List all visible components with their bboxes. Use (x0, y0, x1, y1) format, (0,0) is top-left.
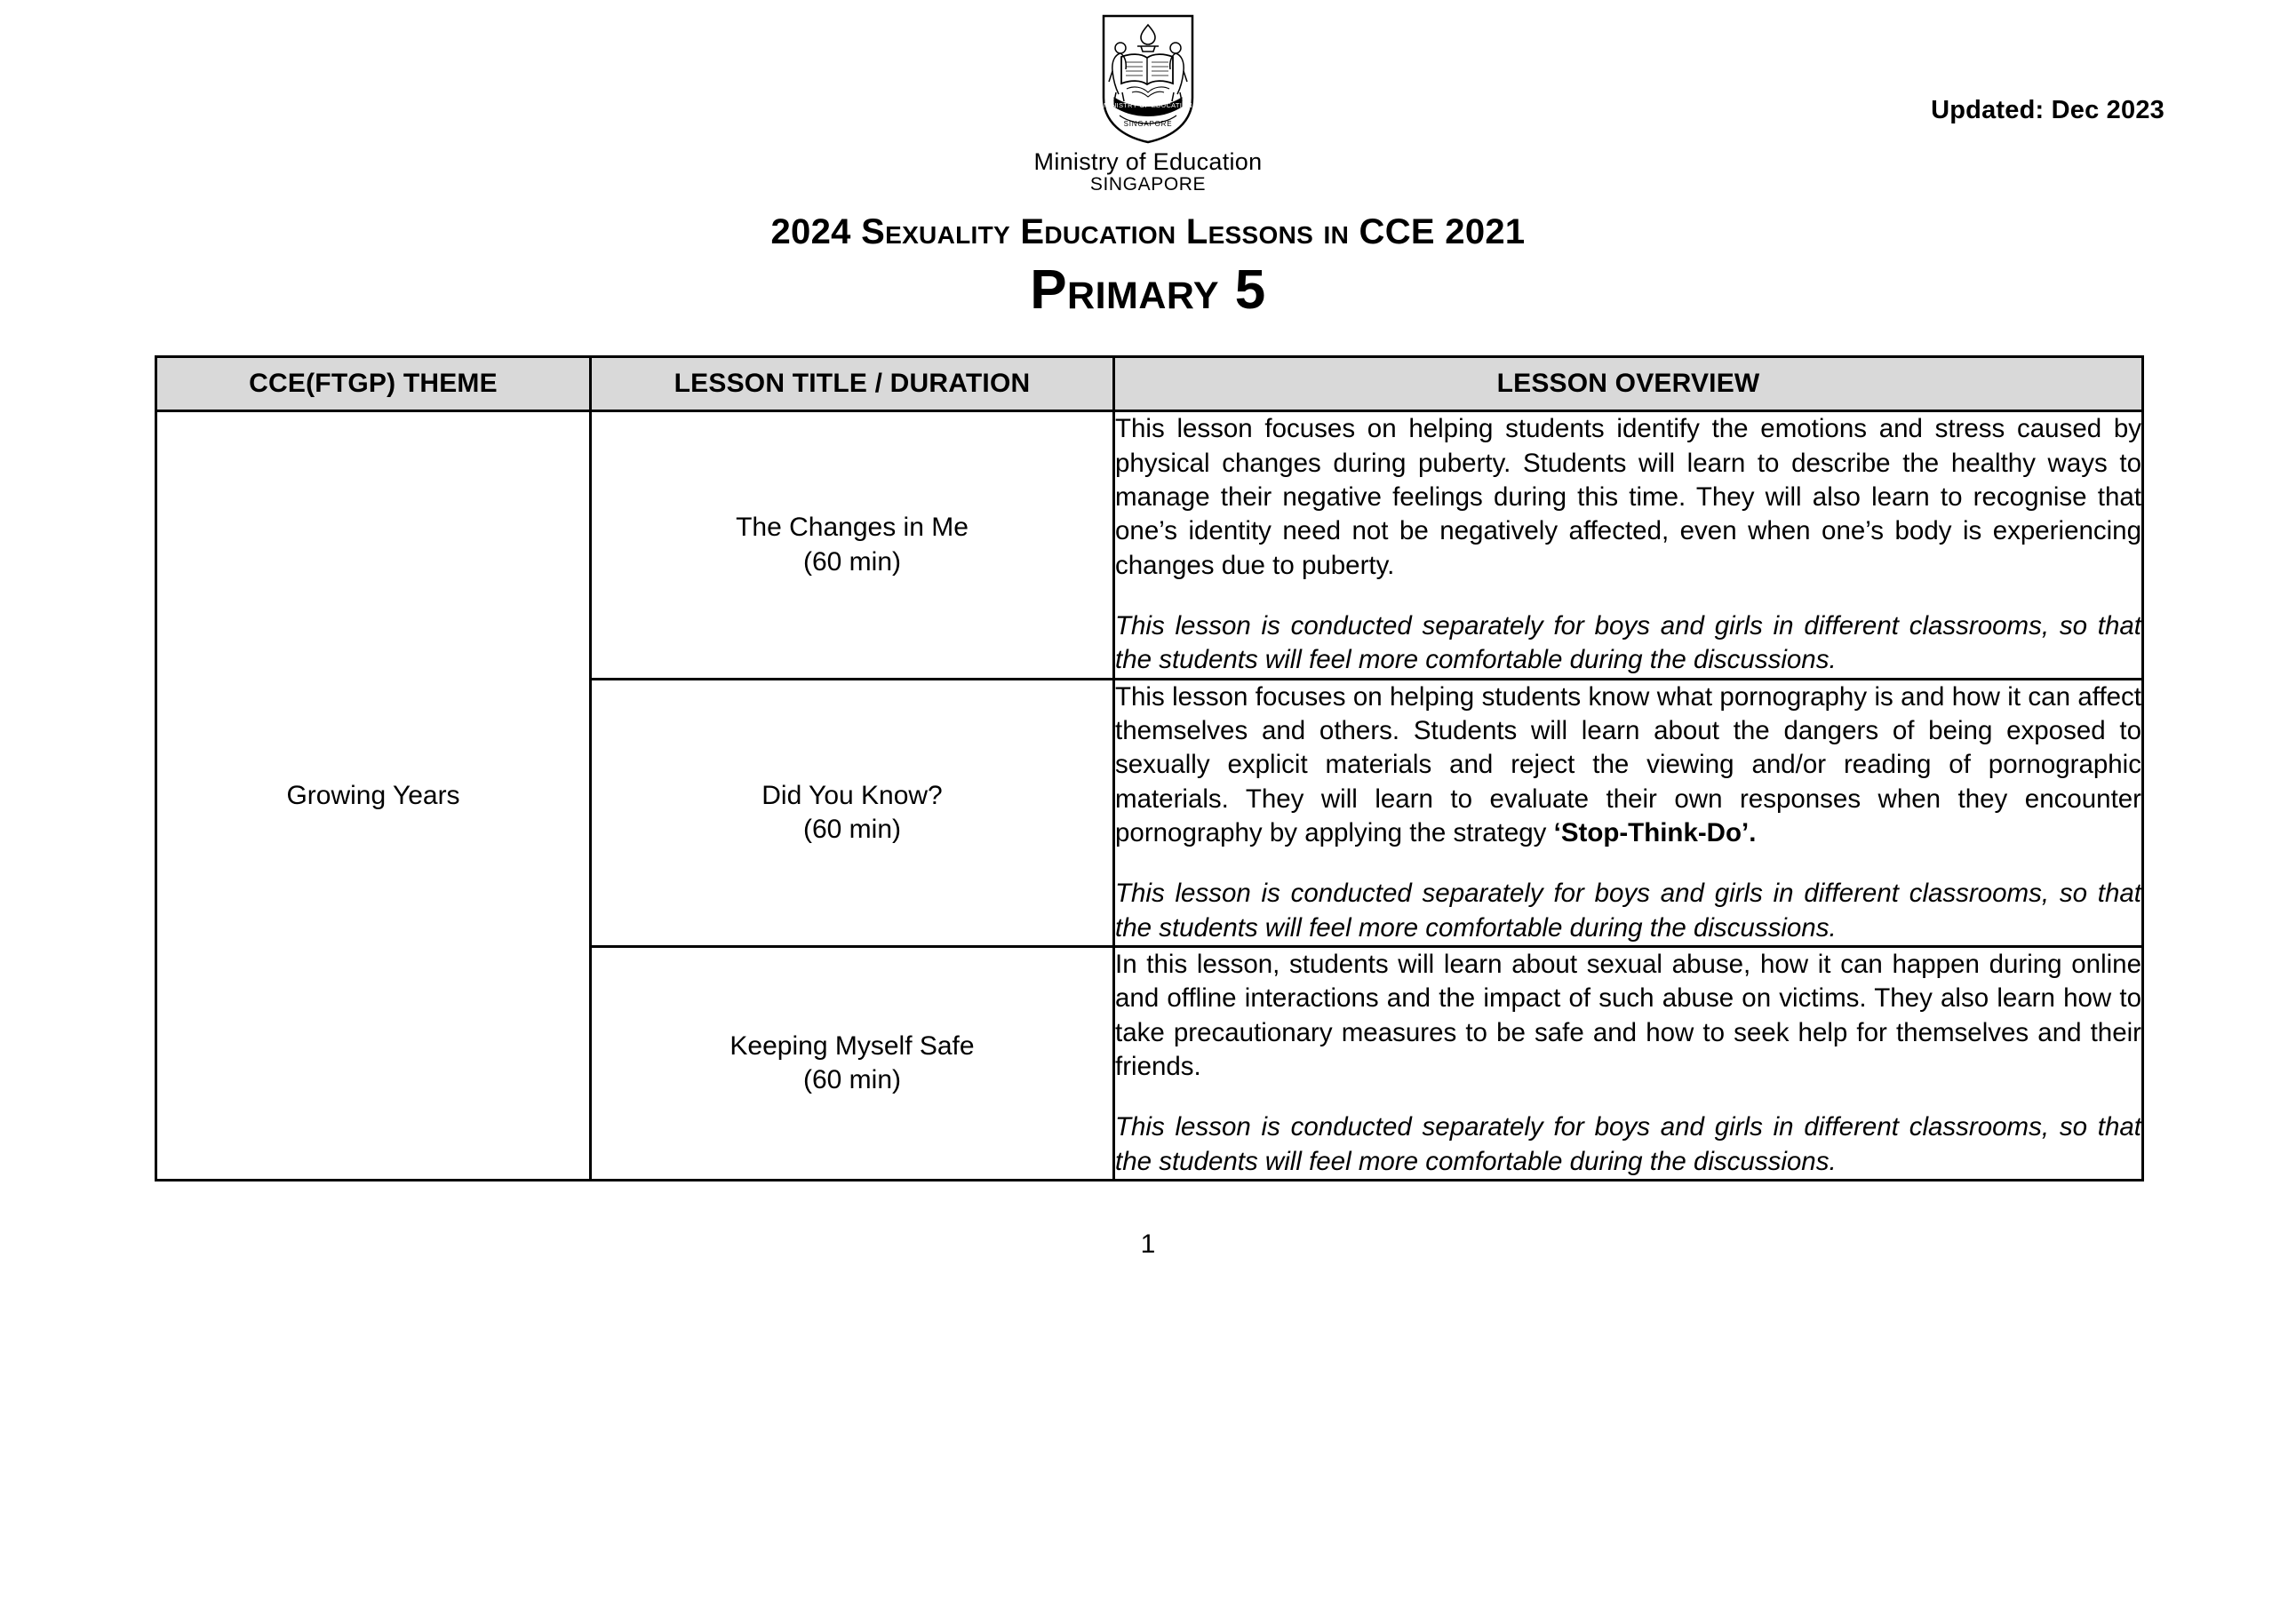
svg-text:MINISTRY OF EDUCATION: MINISTRY OF EDUCATION (1103, 101, 1193, 109)
lesson-title-cell (591, 947, 1114, 1181)
lesson-overview-cell (1114, 411, 2143, 679)
column-header-lesson-title: LESSON TITLE / DURATION (591, 357, 1114, 411)
table-header (156, 357, 2143, 411)
theme-cell-growing-years: Growing Years (156, 411, 591, 1181)
lesson-table-container (155, 355, 2141, 1181)
moe-logo-block (997, 12, 1299, 195)
column-header-lesson-overview: LESSON OVERVIEW (1114, 357, 2143, 411)
table-header-row (156, 357, 2143, 411)
lesson-overview-highlight: ‘Stop-Think-Do’. (1553, 818, 1757, 848)
updated-date-label: Updated: Dec 2023 (1931, 96, 2164, 124)
lesson-overview-paragraph (1115, 680, 2141, 851)
lesson-overview-text: This lesson focuses on helping students know what pornography is and how it can affect themselves and others. Students will learn about the dangers of being exposed to sexually explicit materials and reject the viewing and/or reading of pornographic materials. They will learn to evaluate their own responses when they encounter pornography by applying the strategy (1115, 681, 2141, 848)
lesson-title-text: The Changes in Me (736, 513, 969, 543)
lesson-duration-text: (60 min) (802, 1065, 902, 1095)
lesson-overview-text: This lesson focuses on helping students identify the emotions and stress caused by physical changes during puberty. Students will learn to describe the healthy ways to manage their negative feelings during this time. They will also learn to recognise that one’s identity need not be negatively affected, even when one’s body is experiencing changes due to puberty. (1115, 414, 2141, 580)
table-body (156, 411, 2143, 1181)
column-header-theme: CCE(FTGP) THEME (156, 357, 591, 411)
singapore-coat-of-arms-crest-icon (1095, 12, 1201, 146)
table-row (156, 411, 2143, 679)
lesson-overview-paragraph (1115, 412, 2141, 583)
lesson-overview-text: In this lesson, students will learn about sexual abuse, how it can happen during online and offline interactions and the impact of such abuse on victims. They also learn how to take precautionary measures to be safe and how to seek help for themselves and their friends. (1115, 950, 2141, 1082)
page-header (0, 0, 2296, 209)
lesson-overview-cell (1114, 679, 2143, 946)
moe-country-name: SINGAPORE (1089, 174, 1207, 195)
lesson-note-paragraph: This lesson is conducted separately for boys and girls in different classrooms, so that the students will feel more comfortable during the discussions. (1115, 1112, 2141, 1176)
lesson-overview-paragraph (1115, 948, 2141, 1084)
lesson-note-paragraph: This lesson is conducted separately for boys and girls in different classrooms, so that the students will feel more comfortable during the discussions. (1115, 879, 2141, 943)
lesson-overview-cell (1114, 947, 2143, 1181)
lesson-duration-text: (60 min) (802, 814, 902, 844)
lesson-title-text: Keeping Myself Safe (729, 1030, 975, 1061)
lesson-title-cell (591, 679, 1114, 946)
lesson-duration-text: (60 min) (802, 546, 902, 577)
lesson-title-text: Did You Know? (761, 780, 943, 810)
page-title: 2024 Sexuality Education Lessons in CCE 2021 (770, 212, 1526, 251)
svg-text:SINGAPORE: SINGAPORE (1123, 120, 1173, 128)
page-subtitle: Primary 5 (1030, 259, 1266, 321)
page-number: 1 (1140, 1229, 1156, 1260)
lesson-table (155, 355, 2144, 1181)
moe-organisation-name: Ministry of Education (1033, 148, 1263, 175)
lesson-title-cell (591, 411, 1114, 679)
lesson-note-paragraph: This lesson is conducted separately for boys and girls in different classrooms, so that the students will feel more comfortable during the discussions. (1115, 611, 2141, 675)
document-title-block (0, 212, 2296, 322)
